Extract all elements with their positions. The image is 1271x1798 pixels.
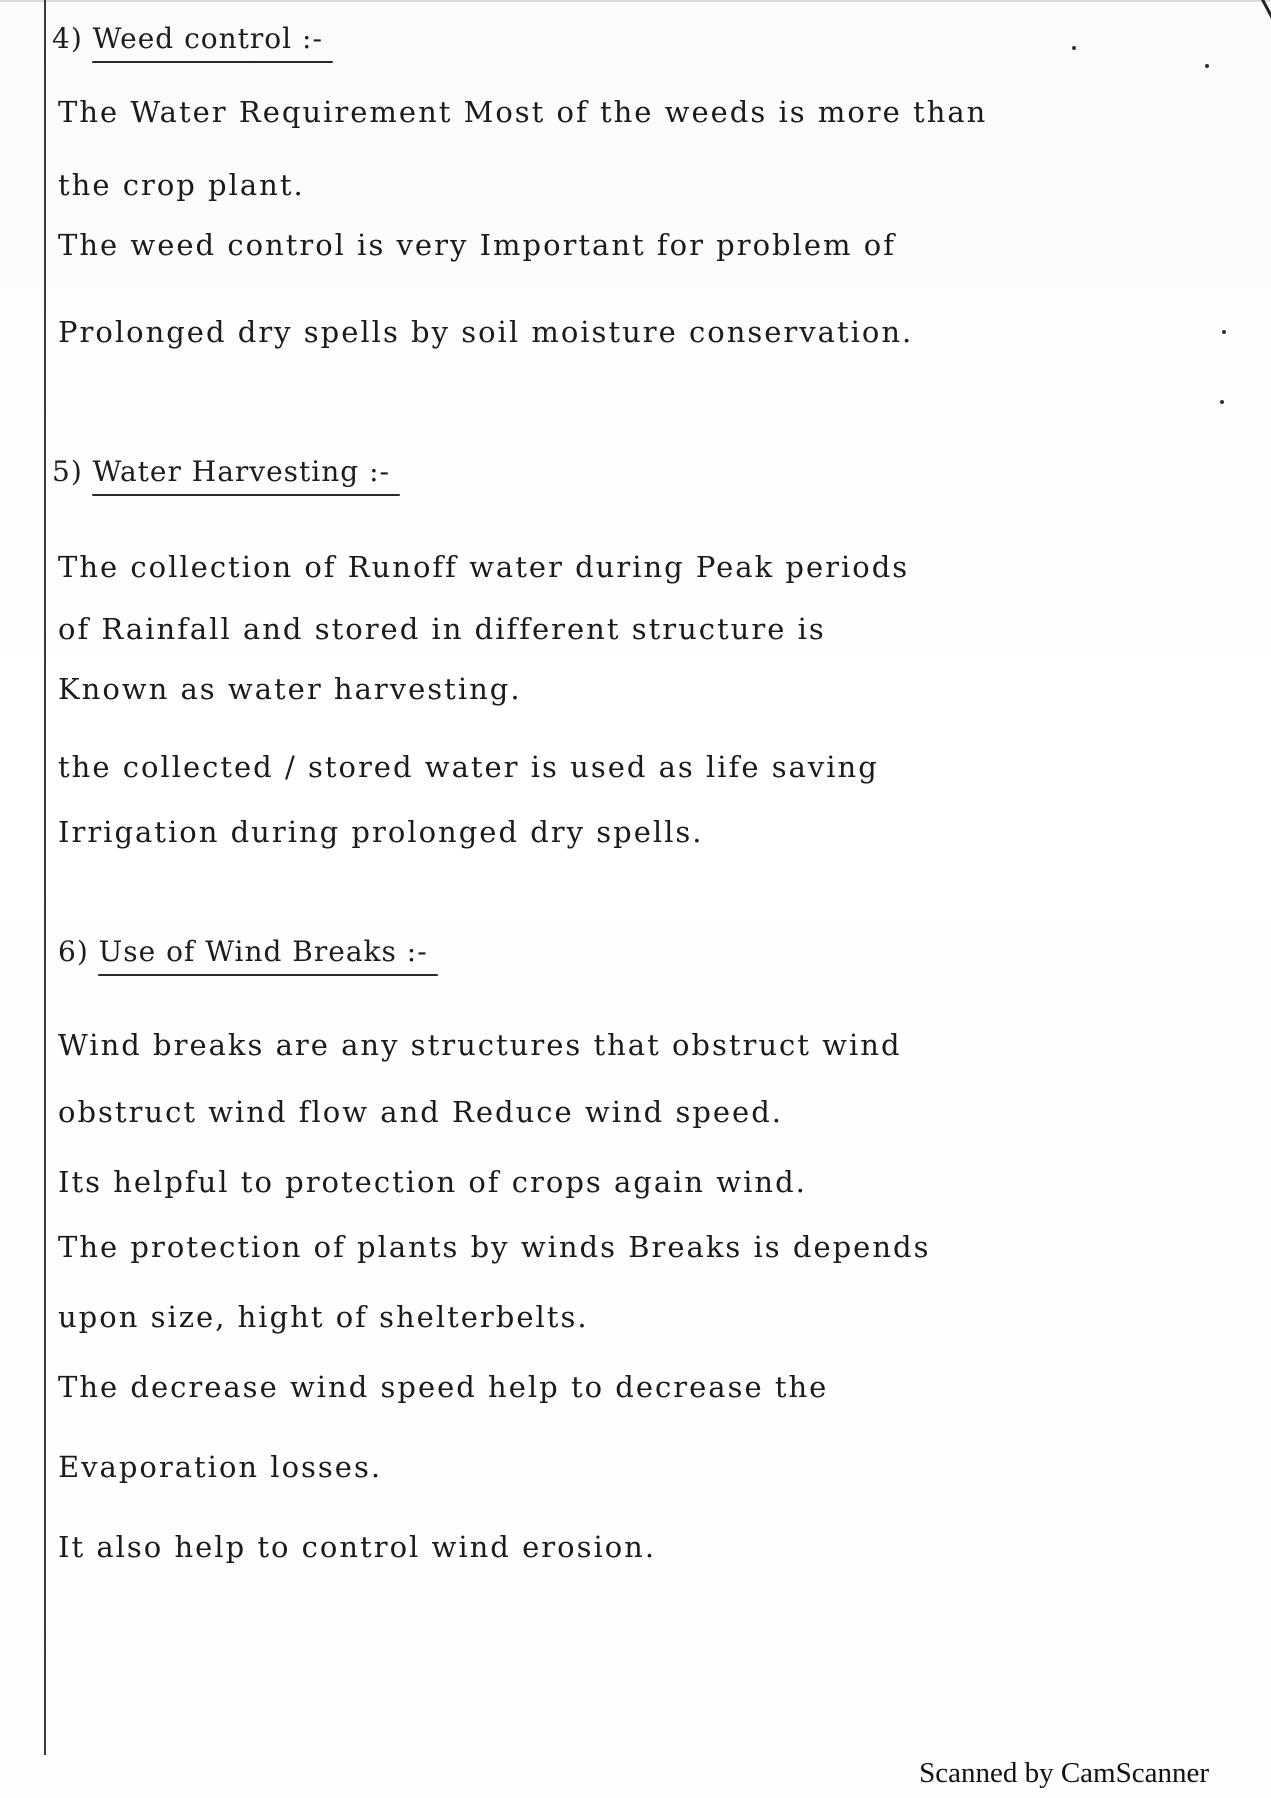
heading-text: 6) Use of Wind Breaks :- <box>58 935 428 968</box>
text-line: Wind breaks are any structures that obstruct wind <box>58 1028 902 1062</box>
text-line: obstruct wind flow and Reduce wind speed. <box>58 1095 783 1129</box>
text-line: Known as water harvesting. <box>58 672 522 706</box>
page-top-edge <box>0 0 1271 2</box>
scanner-watermark: Scanned by CamScanner <box>919 1757 1209 1789</box>
text-line: Evaporation losses. <box>58 1450 383 1484</box>
ink-dot <box>1205 64 1209 68</box>
ink-dot <box>1222 330 1226 334</box>
text-line: The decrease wind speed help to decrease the <box>58 1370 829 1404</box>
section-heading-wind-breaks <box>58 935 428 968</box>
text-line: upon size, hight of shelterbelts. <box>58 1300 589 1334</box>
corner-pen-mark <box>1227 0 1267 60</box>
text-line: the crop plant. <box>58 168 305 202</box>
heading-underline <box>92 494 400 496</box>
text-line: The protection of plants by winds Breaks is depends <box>58 1230 931 1264</box>
text-line: Prolonged dry spells by soil moisture conservation. <box>58 315 914 349</box>
text-line: The Water Requirement Most of the weeds is more than <box>58 95 988 129</box>
ink-dot <box>1220 400 1224 404</box>
text-line: of Rainfall and stored in different structure is <box>58 612 826 646</box>
heading-underline <box>92 61 333 63</box>
text-line: The weed control is very Important for problem of <box>58 228 896 262</box>
text-line: It also help to control wind erosion. <box>58 1530 657 1564</box>
section-heading-weed-control <box>52 22 323 55</box>
heading-text: 5) Water Harvesting :- <box>52 455 390 488</box>
text-line: The collection of Runoff water during Peak periods <box>58 550 910 584</box>
text-line: Its helpful to protection of crops again wind. <box>58 1165 807 1199</box>
text-line: Irrigation during prolonged dry spells. <box>58 815 704 849</box>
margin-line <box>44 0 46 1755</box>
ink-dot <box>1072 46 1076 50</box>
heading-underline <box>98 974 438 976</box>
heading-text: 4) Weed control :- <box>52 22 323 55</box>
section-heading-water-harvesting <box>52 455 390 488</box>
text-line: the collected / stored water is used as life saving <box>58 750 879 784</box>
